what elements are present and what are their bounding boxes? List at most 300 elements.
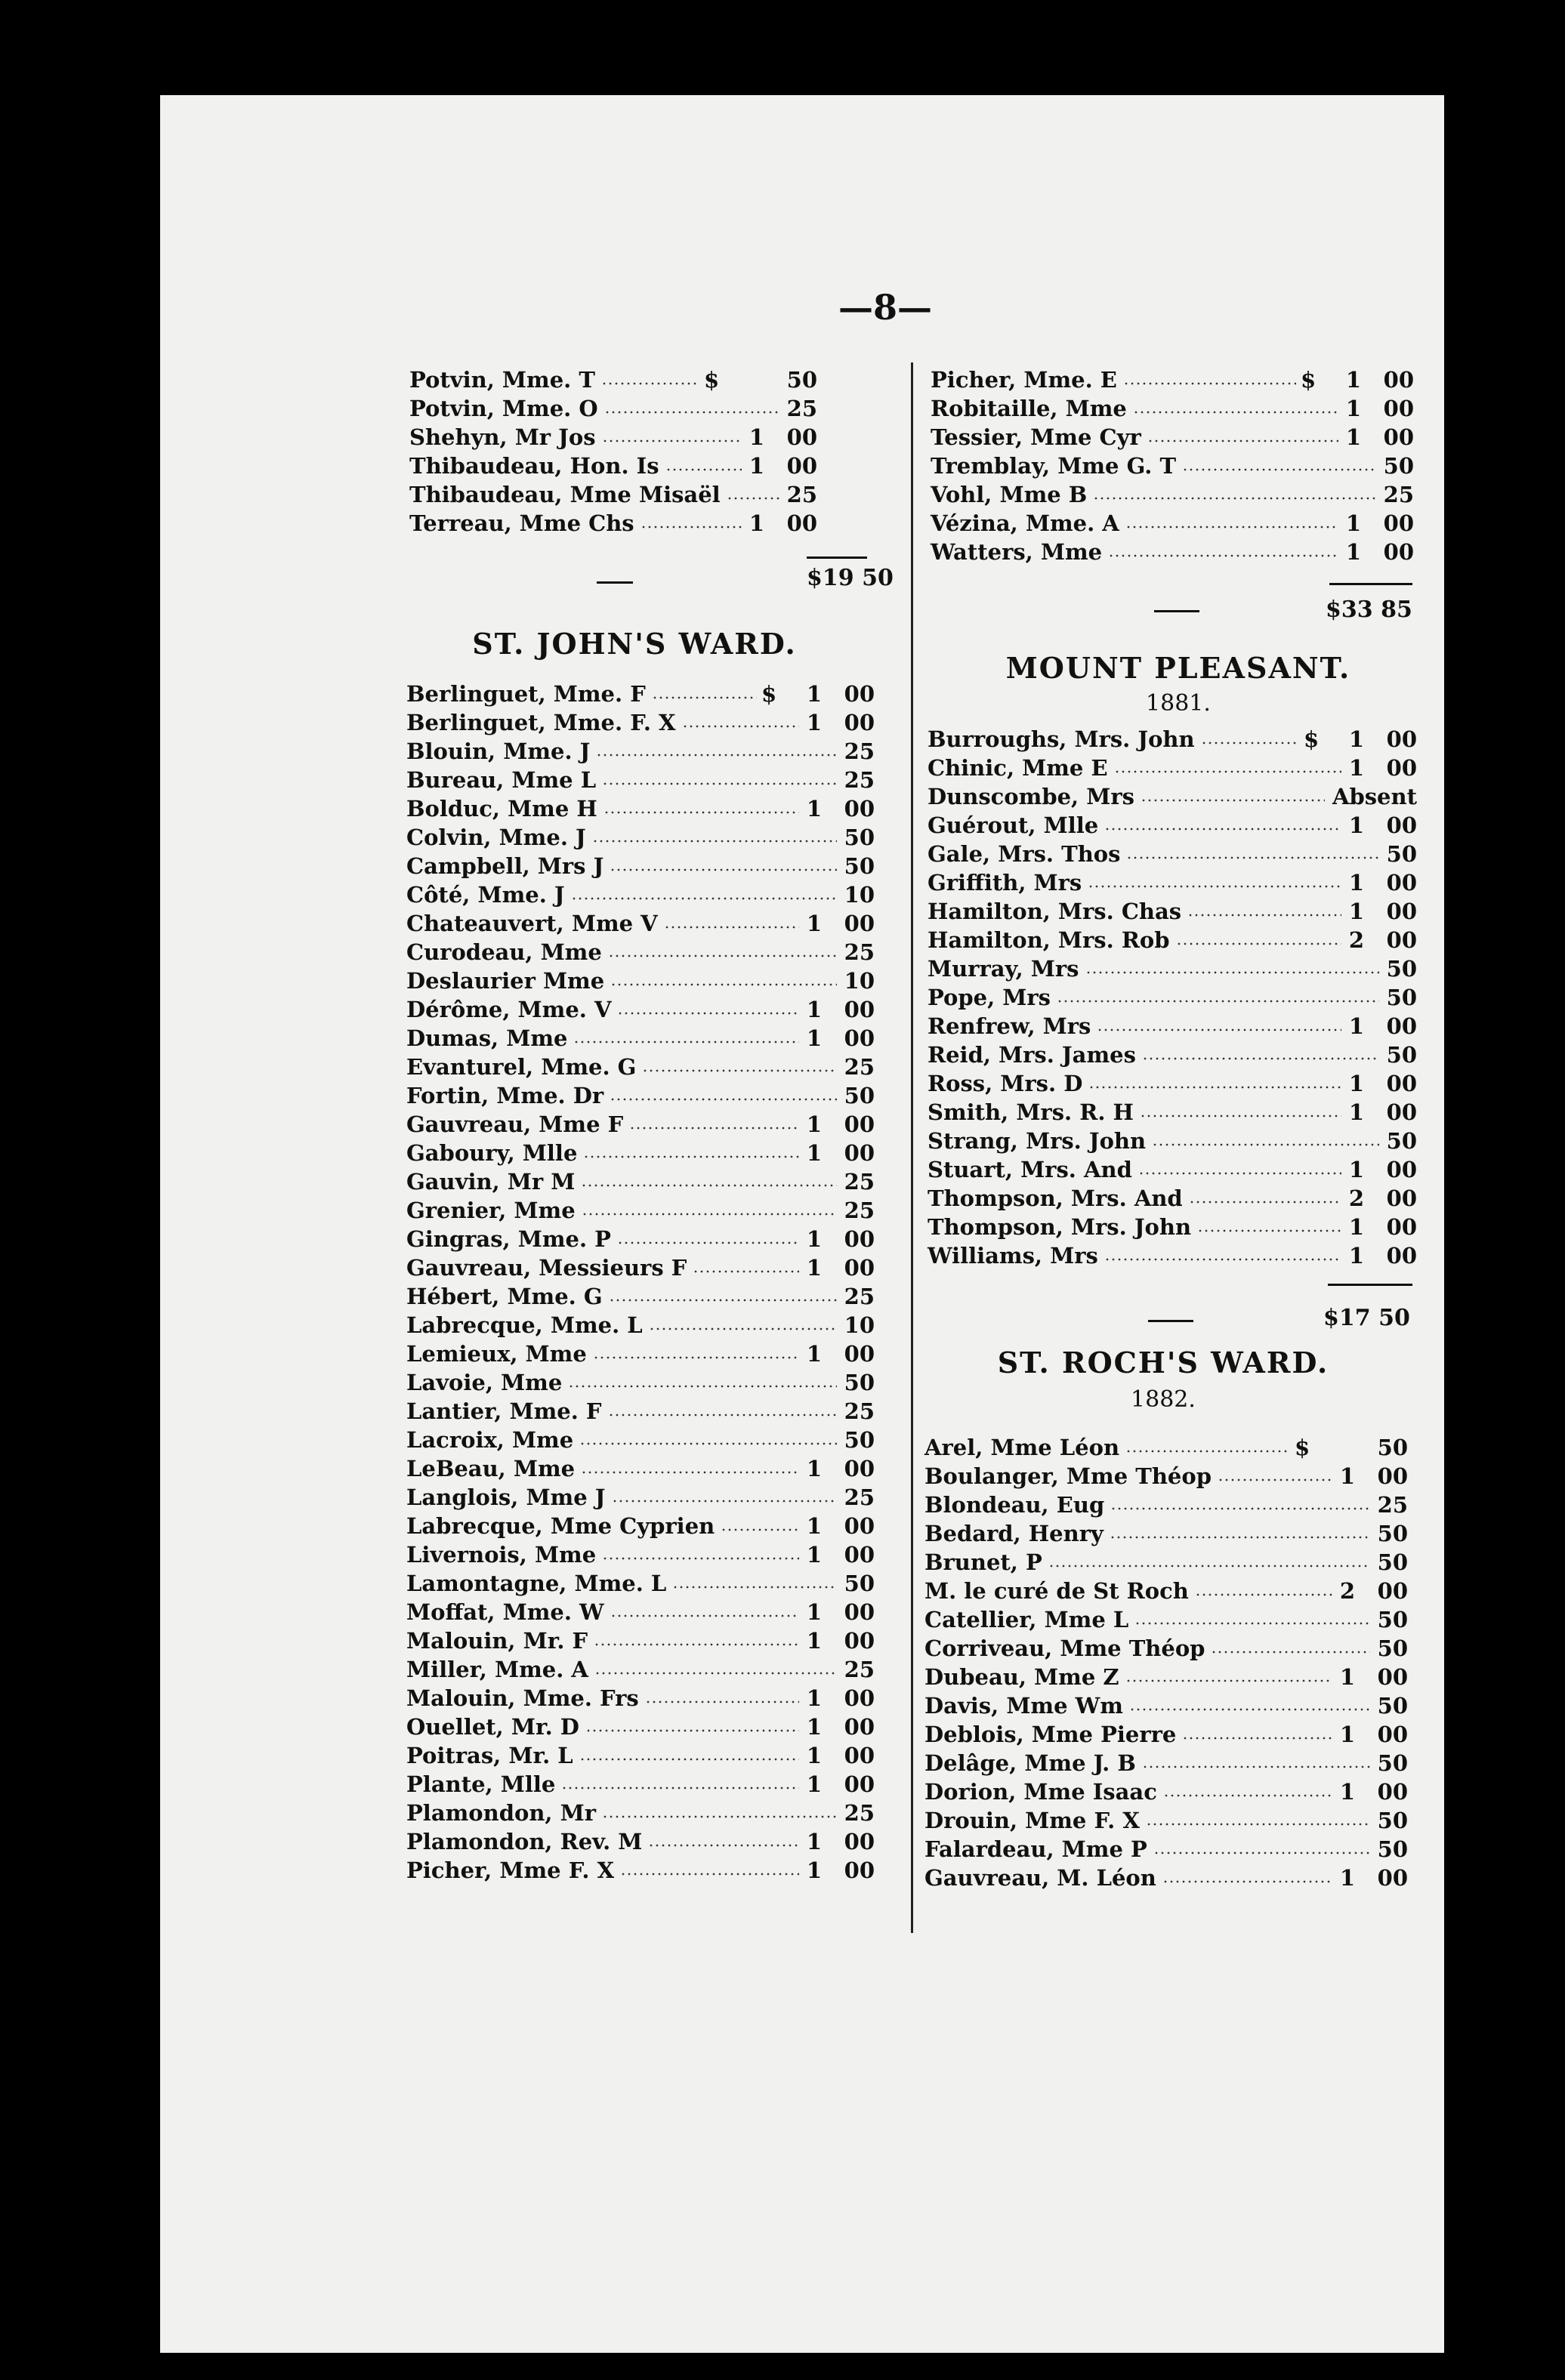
donor-name: Robitaille, Mme <box>931 396 1127 421</box>
amount-cents: 00 <box>1377 1578 1408 1604</box>
dot-leader <box>648 1844 799 1847</box>
dot-leader <box>665 468 742 471</box>
amount-cents: 00 <box>1386 812 1417 838</box>
dot-leader <box>579 1758 799 1761</box>
currency-sign: $ <box>1301 367 1317 393</box>
amount-cents: 25 <box>844 738 875 764</box>
amount-cents: 50 <box>1377 1808 1408 1833</box>
donor-name: Labrecque, Mme Cyprien <box>406 1513 715 1539</box>
ledger-row <box>406 1800 875 1829</box>
amount-dollars: 1 <box>806 997 822 1022</box>
amount-cents: 50 <box>1377 1635 1408 1661</box>
ledger-row <box>409 367 817 396</box>
amount-cents: 00 <box>1386 1099 1417 1125</box>
ledger-row <box>406 767 875 796</box>
amount-dollars: 1 <box>1345 396 1361 421</box>
donor-name: Lacroix, Mme <box>406 1427 574 1453</box>
dot-leader <box>1110 1507 1370 1510</box>
amount-dollars: 1 <box>806 681 822 707</box>
donor-name: Langlois, Mme J <box>406 1484 606 1510</box>
ledger-row <box>406 1083 875 1111</box>
amount-cents: 00 <box>1386 1157 1417 1182</box>
amount-dollars: 1 <box>1345 367 1361 393</box>
dot-leader <box>1085 971 1379 974</box>
amount-cents: 00 <box>844 796 875 822</box>
amount-cents: 00 <box>1386 927 1417 953</box>
ledger-row <box>406 1714 875 1743</box>
ledger-row <box>406 1226 875 1255</box>
dot-leader <box>603 811 799 814</box>
donor-name: Pope, Mrs <box>928 985 1051 1010</box>
dot-leader <box>1195 1593 1332 1596</box>
amount-dollars: 1 <box>1345 424 1361 450</box>
dot-leader <box>682 725 799 728</box>
amount-cents: 50 <box>1386 985 1417 1010</box>
ledger-row <box>928 1185 1417 1214</box>
donor-name: Gingras, Mme. P <box>406 1226 611 1252</box>
ledger-row <box>406 1456 875 1484</box>
dot-leader <box>642 1069 837 1072</box>
amount-cents: 00 <box>844 1771 875 1797</box>
amount-cents: 00 <box>786 453 817 479</box>
amount-dollars: 1 <box>1348 755 1364 781</box>
amount-dollars: 1 <box>806 796 822 822</box>
dot-leader <box>1125 1450 1290 1453</box>
dot-leader <box>721 1528 799 1531</box>
donor-name: Vohl, Mme B <box>931 482 1088 507</box>
amount-cents: 00 <box>844 1111 875 1137</box>
amount-cents: 50 <box>1377 1836 1408 1862</box>
ledger-row <box>928 1214 1417 1243</box>
donor-name: Ross, Mrs. D <box>928 1071 1083 1096</box>
dot-leader <box>727 497 779 500</box>
dot-leader <box>602 782 837 785</box>
donor-name: Terreau, Mme Chs <box>409 510 634 536</box>
amount-cents: 00 <box>1386 1243 1417 1269</box>
amount-dollars: 1 <box>1348 1157 1364 1182</box>
amount-dollars: 1 <box>806 1226 822 1252</box>
st-johns-ward-heading: ST. JOHN'S WARD. <box>472 627 797 661</box>
dot-leader <box>641 526 742 529</box>
dot-leader <box>1133 411 1338 414</box>
ledger-row <box>924 1664 1408 1693</box>
amount-cents: 00 <box>1386 755 1417 781</box>
donor-name: Murray, Mrs <box>928 956 1079 982</box>
short-rule-mp <box>1148 1320 1193 1322</box>
amount-cents: 25 <box>844 1398 875 1424</box>
ledger-row <box>406 1427 875 1456</box>
ledger-row <box>931 424 1414 453</box>
donor-name: Plante, Mlle <box>406 1771 556 1797</box>
dot-leader <box>1088 885 1341 888</box>
ledger-row <box>406 1857 875 1886</box>
amount-cents: 00 <box>1386 899 1417 924</box>
donor-name: Delâge, Mme J. B <box>924 1750 1136 1776</box>
donor-name: Griffith, Mrs <box>928 870 1082 896</box>
ledger-row <box>409 510 817 539</box>
dot-leader <box>592 840 837 843</box>
ledger-row <box>406 1054 875 1083</box>
dot-leader <box>594 1672 837 1675</box>
amount-dollars: 1 <box>749 510 764 536</box>
ledger-row <box>928 1071 1417 1099</box>
donor-name: Gauvreau, Messieurs F <box>406 1255 687 1281</box>
right-continued-list <box>931 367 1414 568</box>
ledger-row <box>924 1435 1408 1463</box>
dot-leader <box>1104 1258 1341 1261</box>
amount-cents: 00 <box>844 1628 875 1654</box>
amount-dollars: 1 <box>1348 1013 1364 1039</box>
ledger-row <box>409 396 817 424</box>
donor-name: Tremblay, Mme G. T <box>931 453 1177 479</box>
st-johns-ward-list <box>406 681 875 1886</box>
ledger-row <box>928 1042 1417 1071</box>
ledger-row <box>931 367 1414 396</box>
amount-cents: Absent <box>1332 784 1417 809</box>
ledger-row <box>931 539 1414 568</box>
dot-leader <box>1146 1823 1370 1826</box>
ledger-row <box>924 1693 1408 1722</box>
ledger-row <box>406 1571 875 1599</box>
amount-cents: 50 <box>844 825 875 850</box>
ledger-row <box>924 1808 1408 1836</box>
amount-cents: 50 <box>1377 1693 1408 1719</box>
dot-leader <box>1218 1478 1332 1481</box>
amount-cents: 00 <box>1386 1071 1417 1096</box>
amount-cents: 00 <box>1383 424 1414 450</box>
dot-leader <box>649 1327 837 1330</box>
sum-rule-right <box>1329 583 1412 585</box>
amount-dollars: 1 <box>1339 1463 1355 1489</box>
amount-dollars: 1 <box>1348 812 1364 838</box>
donor-name: Curodeau, Mme <box>406 939 602 965</box>
amount-dollars: 1 <box>806 1140 822 1166</box>
ledger-row <box>924 1865 1408 1894</box>
dot-leader <box>1147 439 1338 442</box>
amount-cents: 25 <box>786 482 817 507</box>
donor-name: Tessier, Mme Cyr <box>931 424 1141 450</box>
mount-pleasant-year: 1881. <box>1146 690 1211 717</box>
donor-name: Strang, Mrs. John <box>928 1128 1147 1154</box>
dot-leader <box>1125 1679 1332 1682</box>
dot-leader <box>601 382 699 385</box>
ledger-row <box>406 1169 875 1198</box>
amount-cents: 00 <box>1377 1779 1408 1805</box>
amount-dollars: 1 <box>806 1599 822 1625</box>
ledger-row <box>406 1198 875 1226</box>
donor-name: Blondeau, Eug <box>924 1492 1105 1518</box>
donor-name: Lavoie, Mme <box>406 1370 563 1395</box>
amount-cents: 00 <box>844 681 875 707</box>
right-continued-total: $33 85 <box>1326 597 1412 623</box>
donor-name: Chateauvert, Mme V <box>406 911 658 936</box>
ledger-row <box>409 453 817 482</box>
amount-cents: 50 <box>844 1427 875 1453</box>
amount-dollars: 1 <box>806 1456 822 1481</box>
donor-name: Guérout, Mlle <box>928 812 1099 838</box>
dot-leader <box>1126 856 1379 859</box>
donor-name: Plamondon, Mr <box>406 1800 597 1826</box>
ledger-row <box>928 956 1417 985</box>
amount-cents: 25 <box>844 1484 875 1510</box>
left-continued-list <box>409 367 817 539</box>
ledger-row <box>406 1829 875 1857</box>
donor-name: Arel, Mme Léon <box>924 1435 1120 1460</box>
amount-cents: 00 <box>1377 1722 1408 1747</box>
ledger-row <box>928 841 1417 870</box>
ledger-row <box>406 1771 875 1800</box>
st-rochs-ward-heading: ST. ROCH'S WARD. <box>997 1346 1329 1380</box>
ledger-row <box>406 1140 875 1169</box>
ledger-row <box>409 482 817 510</box>
donor-name: Reid, Mrs. James <box>928 1042 1136 1068</box>
ledger-row <box>406 738 875 767</box>
donor-name: Blouin, Mme. J <box>406 738 591 764</box>
ledger-row <box>406 1370 875 1398</box>
amount-cents: 00 <box>1377 1865 1408 1891</box>
amount-cents: 50 <box>1377 1521 1408 1546</box>
amount-dollars: 1 <box>1345 539 1361 565</box>
ledger-row <box>406 968 875 997</box>
dot-leader <box>1142 1765 1370 1768</box>
dot-leader <box>604 411 779 414</box>
amount-cents: 50 <box>1383 453 1414 479</box>
dot-leader <box>1152 1143 1379 1146</box>
donor-name: Smith, Mrs. R. H <box>928 1099 1134 1125</box>
donor-name: Gauvreau, M. Léon <box>924 1865 1156 1891</box>
amount-cents: 00 <box>1386 1013 1417 1039</box>
dot-leader <box>609 1299 837 1302</box>
ledger-row <box>924 1750 1408 1779</box>
amount-cents: 10 <box>844 968 875 994</box>
amount-dollars: 1 <box>1348 726 1364 752</box>
amount-dollars: 1 <box>1339 1722 1355 1747</box>
amount-cents: 50 <box>1377 1607 1408 1632</box>
donor-name: Potvin, Mme. T <box>409 367 595 393</box>
left-continued-total: $19 50 <box>807 565 894 591</box>
ledger-row <box>406 1312 875 1341</box>
ledger-row <box>928 1099 1417 1128</box>
amount-cents: 00 <box>844 1857 875 1883</box>
dot-leader <box>1129 1708 1370 1711</box>
amount-dollars: 1 <box>806 1542 822 1568</box>
amount-dollars: 1 <box>1345 510 1361 536</box>
amount-cents: 25 <box>844 767 875 793</box>
currency-sign: $ <box>761 681 777 707</box>
st-rochs-ward-list <box>924 1435 1408 1894</box>
amount-dollars: 1 <box>1348 1243 1364 1269</box>
amount-dollars: 1 <box>1339 1664 1355 1690</box>
dot-leader <box>573 1040 799 1044</box>
ledger-row <box>406 1743 875 1771</box>
amount-cents: 50 <box>1386 956 1417 982</box>
donor-name: Malouin, Mr. F <box>406 1628 588 1654</box>
dot-leader <box>585 1729 799 1732</box>
ledger-row <box>928 985 1417 1013</box>
donor-name: Gale, Mrs. Thos <box>928 841 1121 867</box>
donor-name: Lamontagne, Mme. L <box>406 1571 667 1596</box>
amount-cents: 00 <box>1383 367 1414 393</box>
dot-leader <box>1142 1057 1379 1060</box>
donor-name: Picher, Mme. E <box>931 367 1117 393</box>
donor-name: Evanturel, Mme. G <box>406 1054 637 1080</box>
ledger-row <box>928 1128 1417 1157</box>
amount-dollars: 1 <box>1348 870 1364 896</box>
amount-cents: 00 <box>844 1829 875 1854</box>
ledger-row <box>406 1542 875 1571</box>
amount-cents: 25 <box>844 1054 875 1080</box>
amount-dollars: 1 <box>1339 1865 1355 1891</box>
ledger-row <box>406 1599 875 1628</box>
ledger-row <box>406 1513 875 1542</box>
donor-name: Renfrew, Mrs <box>928 1013 1091 1039</box>
amount-cents: 00 <box>844 1255 875 1281</box>
dot-leader <box>594 1643 799 1646</box>
amount-dollars: 2 <box>1348 1185 1364 1211</box>
donor-name: Dorion, Mme Isaac <box>924 1779 1157 1805</box>
dot-leader <box>583 1155 799 1158</box>
donor-name: Thompson, Mrs. And <box>928 1185 1183 1211</box>
mount-pleasant-total: $17 50 <box>1323 1305 1410 1331</box>
amount-dollars: 1 <box>806 1341 822 1367</box>
donor-name: Campbell, Mrs J <box>406 853 604 879</box>
ledger-row <box>406 825 875 853</box>
page-number: —8— <box>838 287 933 328</box>
donor-name: LeBeau, Mme <box>406 1456 576 1481</box>
amount-dollars: 1 <box>806 1255 822 1281</box>
amount-cents: 00 <box>844 1226 875 1252</box>
amount-dollars: 1 <box>806 1771 822 1797</box>
ledger-row <box>406 796 875 825</box>
dot-leader <box>1182 468 1376 471</box>
dot-leader <box>1088 1086 1341 1089</box>
amount-cents: 50 <box>844 1571 875 1596</box>
dot-leader <box>1189 1201 1341 1204</box>
donor-name: Livernois, Mme <box>406 1542 597 1568</box>
amount-dollars: 1 <box>806 710 822 735</box>
amount-cents: 50 <box>1377 1750 1408 1776</box>
donor-name: Falardeau, Mme P <box>924 1836 1147 1862</box>
ledger-row <box>409 424 817 453</box>
donor-name: Deblois, Mme Pierre <box>924 1722 1177 1747</box>
donor-name: Ouellet, Mr. D <box>406 1714 579 1740</box>
ledger-row <box>928 1157 1417 1185</box>
amount-cents: 00 <box>844 1513 875 1539</box>
donor-name: Berlinguet, Mme. F <box>406 681 646 707</box>
amount-dollars: 1 <box>806 911 822 936</box>
dot-leader <box>1211 1651 1370 1654</box>
dot-leader <box>664 926 799 929</box>
amount-cents: 00 <box>786 510 817 536</box>
donor-name: Hébert, Mme. G <box>406 1284 603 1309</box>
ledger-row <box>406 853 875 882</box>
donor-name: Côté, Mme. J <box>406 882 565 908</box>
donor-name: Stuart, Mrs. And <box>928 1157 1132 1182</box>
amount-dollars: 1 <box>806 1025 822 1051</box>
donor-name: Berlinguet, Mme. F. X <box>406 710 676 735</box>
dot-leader <box>1163 1794 1332 1797</box>
amount-dollars: 1 <box>806 1685 822 1711</box>
dot-leader <box>602 1557 799 1560</box>
amount-cents: 25 <box>844 1657 875 1682</box>
ledger-row <box>924 1607 1408 1635</box>
dot-leader <box>610 868 837 871</box>
dot-leader <box>1153 1851 1370 1854</box>
dot-leader <box>608 1414 837 1417</box>
amount-dollars: 1 <box>1348 1071 1364 1096</box>
dot-leader <box>1057 1000 1379 1003</box>
donor-name: M. le curé de St Roch <box>924 1578 1189 1604</box>
amount-dollars: 1 <box>806 1714 822 1740</box>
sum-rule <box>807 556 867 559</box>
ledger-row <box>924 1779 1408 1808</box>
amount-cents: 00 <box>844 1714 875 1740</box>
ledger-row <box>406 1255 875 1284</box>
mount-pleasant-list <box>928 726 1417 1272</box>
ledger-row <box>406 681 875 710</box>
amount-cents: 00 <box>1386 1185 1417 1211</box>
amount-cents: 00 <box>844 1456 875 1481</box>
short-rule <box>597 581 633 584</box>
donor-name: Thompson, Mrs. John <box>928 1214 1192 1240</box>
donor-name: Thibaudeau, Mme Misaël <box>409 482 721 507</box>
amount-cents: 00 <box>844 1685 875 1711</box>
dot-leader <box>617 1241 799 1244</box>
ledger-row <box>406 939 875 968</box>
amount-cents: 25 <box>786 396 817 421</box>
ledger-row <box>928 1243 1417 1272</box>
amount-cents: 00 <box>1377 1664 1408 1690</box>
dot-leader <box>1201 741 1299 745</box>
amount-cents: 10 <box>844 1312 875 1338</box>
donor-name: Bedard, Henry <box>924 1521 1104 1546</box>
amount-cents: 00 <box>1386 870 1417 896</box>
dot-leader <box>593 1356 799 1359</box>
dot-leader <box>1197 1229 1341 1232</box>
dot-leader <box>1182 1737 1332 1740</box>
amount-cents: 25 <box>844 1169 875 1195</box>
mount-pleasant-heading: MOUNT PLEASANT. <box>1005 651 1351 685</box>
ledger-row <box>928 726 1417 755</box>
donor-name: Gaboury, Mlle <box>406 1140 578 1166</box>
amount-cents: 25 <box>1377 1492 1408 1518</box>
donor-name: Corriveau, Mme Théop <box>924 1635 1205 1661</box>
ledger-row <box>928 927 1417 956</box>
short-rule-right <box>1154 610 1199 612</box>
amount-cents: 50 <box>1386 1128 1417 1154</box>
donor-name: Drouin, Mme F. X <box>924 1808 1140 1833</box>
dot-leader <box>620 1873 799 1876</box>
amount-dollars: 1 <box>1339 1779 1355 1805</box>
dot-leader <box>672 1586 837 1589</box>
dot-leader <box>568 1385 837 1388</box>
amount-dollars: 1 <box>806 1111 822 1137</box>
dot-leader <box>596 754 837 757</box>
ledger-row <box>406 1657 875 1685</box>
donor-name: Catellier, Mme L <box>924 1607 1129 1632</box>
amount-cents: 25 <box>844 1198 875 1223</box>
ledger-row <box>406 710 875 738</box>
ledger-row <box>406 1398 875 1427</box>
dot-leader <box>1141 799 1325 802</box>
amount-dollars: 2 <box>1339 1578 1355 1604</box>
dot-leader <box>561 1787 799 1790</box>
donor-name: Deslaurier Mme <box>406 968 605 994</box>
dot-leader <box>581 1471 799 1474</box>
ledger-row <box>924 1463 1408 1492</box>
amount-dollars: 1 <box>1348 1214 1364 1240</box>
dot-leader <box>610 1614 799 1617</box>
